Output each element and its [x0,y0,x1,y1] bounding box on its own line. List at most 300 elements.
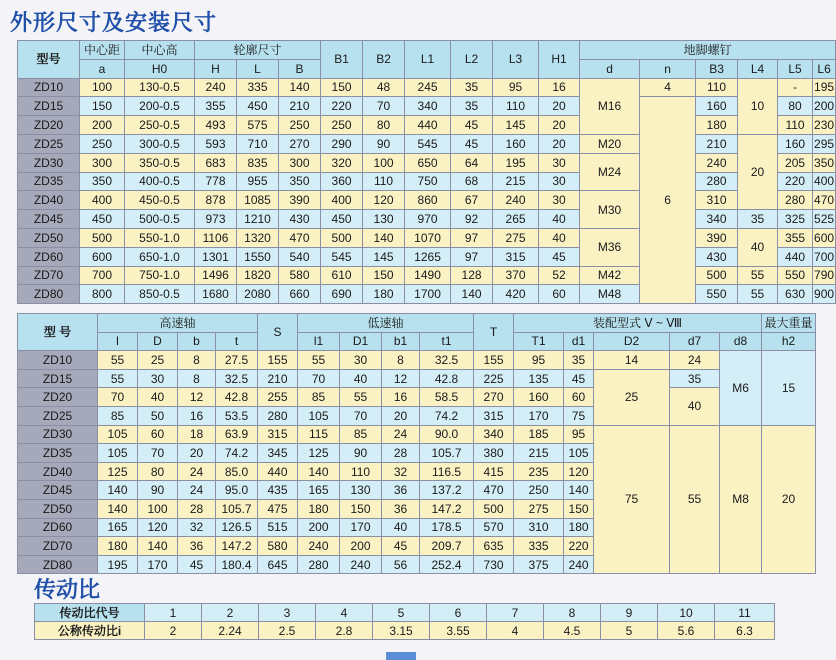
table-row [18,351,816,370]
subheader-h2: h2 [762,332,816,351]
cell-h2-15: 15 [762,351,816,425]
cell: 105 [298,406,340,425]
header-s: S [258,314,298,351]
cell: 550 [778,266,813,285]
table-row [18,116,836,135]
cell: 150 [340,499,382,518]
cell: 24 [178,481,216,500]
cell: 150 [80,97,125,116]
cell: 8 [382,351,420,370]
cell: 180 [298,499,340,518]
cell: 120 [363,191,405,210]
cell: 147.2 [216,537,258,556]
cell: 635 [474,537,514,556]
header-center-height: 中心高 [125,41,195,60]
cell: 20 [539,134,580,153]
cell: 973 [195,210,237,229]
cell-d7-55: 55 [670,425,720,574]
model-cell: ZD60 [18,518,98,537]
cell: 290 [321,134,363,153]
ratio-code: 9 [601,604,658,622]
cell: 30 [539,172,580,191]
cell: 36 [382,481,420,500]
cell: 30 [539,191,580,210]
cell: 1106 [195,228,237,247]
cell: 683 [195,153,237,172]
cell: 140 [98,481,138,500]
subheader-l4: L4 [738,59,778,78]
table-row [18,78,836,97]
cell: 137.2 [420,481,474,500]
ratio-value: 6.3 [715,622,775,640]
model-cell: ZD45 [18,481,98,500]
subheader-b1: b1 [382,332,420,351]
subheader-h: H [195,59,237,78]
cell: 315 [258,425,298,444]
subheader-tt1: T1 [514,332,564,351]
ratio-code: 10 [658,604,715,622]
cell: 30 [138,369,178,388]
cell: 85 [298,388,340,407]
cell: 115 [298,425,340,444]
model-cell: ZD10 [18,351,98,370]
cell: 450 [80,210,125,229]
cell: 270 [279,134,321,153]
ratio-value-label: 公称传动比i [35,622,145,640]
cell: 90 [138,481,178,500]
cell: 18 [178,425,216,444]
cell: 220 [564,537,594,556]
cell: 420 [493,285,539,304]
ratio-code: 11 [715,604,775,622]
cell: 170 [138,555,178,574]
subheader-l6: L6 [813,59,836,78]
cell: 280 [696,172,738,191]
cell: 60 [564,388,594,407]
cell: 55 [98,351,138,370]
cell: 1700 [405,285,451,304]
cell: 540 [279,247,321,266]
cell: 475 [258,499,298,518]
ratio-value: 3.55 [430,622,487,640]
cell: 195 [813,78,836,97]
cell: 145 [493,116,539,135]
cell: 1820 [237,266,279,285]
subheader-l: L [237,59,279,78]
cell: 110 [340,462,382,481]
cell: 550 [696,285,738,304]
cell: 52 [539,266,580,285]
cell: 335 [514,537,564,556]
table-row [18,134,836,153]
table-header-row [18,314,816,333]
cell: 36 [382,499,420,518]
cell: 215 [514,444,564,463]
cell: 610 [321,266,363,285]
cell: 32 [382,462,420,481]
cell: 575 [237,116,279,135]
cell: 30 [340,351,382,370]
subheader-d: d [580,59,640,78]
cell: 140 [279,78,321,97]
cell-l4-55: 55 [738,285,778,304]
cell: 165 [98,518,138,537]
table-row [18,97,836,116]
table-row [18,425,816,444]
cell: 205 [778,153,813,172]
cell: 440 [778,247,813,266]
cell: 8 [178,351,216,370]
header-outline: 轮廓尺寸 [195,41,321,60]
ratio-value: 2.24 [202,622,259,640]
cell: 16 [539,78,580,97]
cell: 1680 [195,285,237,304]
cell: 280 [778,191,813,210]
model-cell: ZD50 [18,228,80,247]
cell-d8-m6: M6 [720,351,762,425]
cell: 1490 [405,266,451,285]
cell: 55 [340,388,382,407]
cell: 300-0.5 [125,134,195,153]
subheader-d8: d8 [720,332,762,351]
subheader-b3: B3 [696,59,738,78]
cell: 125 [298,444,340,463]
ratio-section-title: 传动比 [34,577,101,602]
cell: 210 [258,369,298,388]
cell: 450 [321,210,363,229]
cell: 130 [340,481,382,500]
cell: 295 [813,134,836,153]
cell: 700 [813,247,836,266]
model-cell: ZD45 [18,210,80,229]
cell: 105.7 [420,444,474,463]
cell: 380 [474,444,514,463]
cell: 400 [321,191,363,210]
cell: - [778,78,813,97]
cell: 320 [321,153,363,172]
ratio-value: 5 [601,622,658,640]
subheader-l: l [98,332,138,351]
cell: 68 [451,172,493,191]
cell: 185 [514,425,564,444]
table-row [18,369,816,388]
cell: 145 [363,247,405,266]
subheader-a: a [80,59,125,78]
table-row [18,153,836,172]
cell: 150 [564,499,594,518]
cell: 95.0 [216,481,258,500]
cell: 100 [80,78,125,97]
cell: 345 [258,444,298,463]
cell: 1496 [195,266,237,285]
cell-l4-35: 35 [738,210,778,229]
cell: 140 [98,499,138,518]
cell: 450-0.5 [125,191,195,210]
cell: 85 [340,425,382,444]
subheader-d: D [138,332,178,351]
model-cell: ZD25 [18,134,80,153]
cell: 650 [405,153,451,172]
ratio-code: 2 [202,604,259,622]
ratio-code: 5 [373,604,430,622]
cell: 1550 [237,247,279,266]
cell: 30 [539,153,580,172]
cell: 28 [382,444,420,463]
cell: 60 [539,285,580,304]
header-model: 型 号 [18,314,98,351]
cell-d-m36: M36 [580,228,640,266]
cell: 63.9 [216,425,258,444]
cell: 97 [451,228,493,247]
cell: 85 [98,406,138,425]
cell: 240 [340,555,382,574]
cell: 195 [493,153,539,172]
subheader-t: t [216,332,258,351]
cell: 400 [813,172,836,191]
cell: 24 [382,425,420,444]
cell: 42.8 [216,388,258,407]
cell: 450 [237,97,279,116]
cell: 700 [80,266,125,285]
cell: 92 [451,210,493,229]
cell: 48 [363,78,405,97]
cell: 160 [696,97,738,116]
subheader-n: n [640,59,696,78]
cell: 95 [564,425,594,444]
cell: 160 [778,134,813,153]
cell-d-m42: M42 [580,266,640,285]
cell: 415 [474,462,514,481]
subheader-l1: l1 [298,332,340,351]
cell: 340 [405,97,451,116]
shaft-table [17,313,816,574]
model-cell: ZD80 [18,555,98,574]
cell-d7-40: 40 [670,388,720,425]
model-cell: ZD70 [18,537,98,556]
cell: 116.5 [420,462,474,481]
cell: 250-0.5 [125,116,195,135]
cell: 27.5 [216,351,258,370]
cell: 335 [237,78,279,97]
cell: 730 [474,555,514,574]
model-cell: ZD20 [18,388,98,407]
cell: 105 [98,444,138,463]
cell-d2-25: 25 [594,369,670,425]
cell: 390 [696,228,738,247]
cell: 500 [696,266,738,285]
cell: 95 [493,78,539,97]
cell: 2080 [237,285,279,304]
cell: 178.5 [420,518,474,537]
cell: 58.5 [420,388,474,407]
cell: 500 [321,228,363,247]
cell: 630 [778,285,813,304]
cell: 16 [178,406,216,425]
cell: 110 [363,172,405,191]
cell: 35 [451,78,493,97]
cell: 580 [258,537,298,556]
cell: 430 [696,247,738,266]
cell: 500-0.5 [125,210,195,229]
cell: 40 [340,369,382,388]
cell: 105 [564,444,594,463]
cell: 220 [321,97,363,116]
cell: 170 [514,406,564,425]
model-cell: ZD40 [18,191,80,210]
cell: 315 [493,247,539,266]
cell: 525 [813,210,836,229]
model-cell: ZD30 [18,153,80,172]
cell: 55 [298,351,340,370]
cell: 245 [405,78,451,97]
cell: 350 [80,172,125,191]
ratio-value-row [35,622,775,640]
cell: 350-0.5 [125,153,195,172]
subheader-l5: L5 [778,59,813,78]
model-cell: ZD80 [18,285,80,304]
cell: 275 [493,228,539,247]
ratio-code-row [35,604,775,622]
cell: 56 [382,555,420,574]
cell: 240 [564,555,594,574]
cell-d7-24: 24 [670,351,720,370]
cell-d2-14: 14 [594,351,670,370]
cell: 32 [178,518,216,537]
cell: 800 [80,285,125,304]
cell: 130 [363,210,405,229]
cell: 40 [539,228,580,247]
cell-d-m24: M24 [580,153,640,191]
cell: 90 [363,134,405,153]
cell: 600 [80,247,125,266]
cell: 128 [451,266,493,285]
cell: 90.0 [420,425,474,444]
model-cell: ZD15 [18,97,80,116]
cell: 470 [813,191,836,210]
cell: 80 [778,97,813,116]
subheader-dd1: d1 [564,332,594,351]
cell: 350 [279,172,321,191]
cell: 140 [564,481,594,500]
cell: 310 [514,518,564,537]
cell: 790 [813,266,836,285]
cell-d2-75: 75 [594,425,670,574]
cell: 340 [474,425,514,444]
header-t: T [474,314,514,351]
cell: 70 [98,388,138,407]
cell: 235 [514,462,564,481]
ratio-value: 2.8 [316,622,373,640]
table-row [18,388,816,407]
model-cell: ZD25 [18,406,98,425]
cell: 500 [80,228,125,247]
cell-n-6: 6 [640,97,696,304]
header-low-speed-shaft: 低速轴 [298,314,474,333]
cell: 100 [363,153,405,172]
cell: 240 [195,78,237,97]
cell: 64 [451,153,493,172]
cell: 70 [363,97,405,116]
cell: 1085 [237,191,279,210]
ratio-code: 3 [259,604,316,622]
cell: 140 [451,285,493,304]
cell: 200 [813,97,836,116]
cell: 209.7 [420,537,474,556]
cell: 300 [279,153,321,172]
cell: 53.5 [216,406,258,425]
cell: 250 [279,116,321,135]
cell: 12 [382,369,420,388]
cell: 690 [321,285,363,304]
cell: 74.2 [420,406,474,425]
cell: 45 [451,116,493,135]
cell: 75 [564,406,594,425]
cell: 470 [279,228,321,247]
header-assembly-type: 装配型式 Ⅴ ~ Ⅷ [514,314,762,333]
cell: 147.2 [420,499,474,518]
cell: 240 [493,191,539,210]
cell: 650-1.0 [125,247,195,266]
cell: 180 [564,518,594,537]
cell: 850-0.5 [125,285,195,304]
cell: 210 [696,134,738,153]
cell: 750 [405,172,451,191]
table-row [18,210,836,229]
table-row [18,247,836,266]
cell: 580 [279,266,321,285]
cell-n-4: 4 [640,78,696,97]
header-anchor-bolt: 地脚螺钉 [580,41,836,60]
header-model: 型号 [18,41,80,79]
cell: 40 [138,388,178,407]
cell: 225 [474,369,514,388]
cell: 95 [514,351,564,370]
cell: 110 [696,78,738,97]
cell: 500 [474,499,514,518]
cell: 55 [98,369,138,388]
table-row [18,172,836,191]
ratio-value: 2.5 [259,622,316,640]
dimensions-table [17,40,836,304]
cell: 315 [474,406,514,425]
cell-d8-m8: M8 [720,425,762,574]
cell: 250 [514,481,564,500]
ratio-code: 1 [145,604,202,622]
cell: 110 [493,97,539,116]
cell: 593 [195,134,237,153]
cell: 110 [778,116,813,135]
cell: 40 [382,518,420,537]
table-subheader-row [18,332,816,351]
cell: 195 [98,555,138,574]
cell: 170 [340,518,382,537]
cell: 180.4 [216,555,258,574]
cell: 24 [178,462,216,481]
cell: 80 [138,462,178,481]
subheader-b: b [178,332,216,351]
ratio-code: 6 [430,604,487,622]
cell: 440 [258,462,298,481]
cell: 340 [696,210,738,229]
ratio-value: 5.6 [658,622,715,640]
cell-d-m30: M30 [580,191,640,229]
header-center-distance: 中心距 [80,41,125,60]
cell: 390 [279,191,321,210]
subheader-d1: D1 [340,332,382,351]
cell: 45 [564,369,594,388]
model-cell: ZD35 [18,444,98,463]
cell-d7-35: 35 [670,369,720,388]
